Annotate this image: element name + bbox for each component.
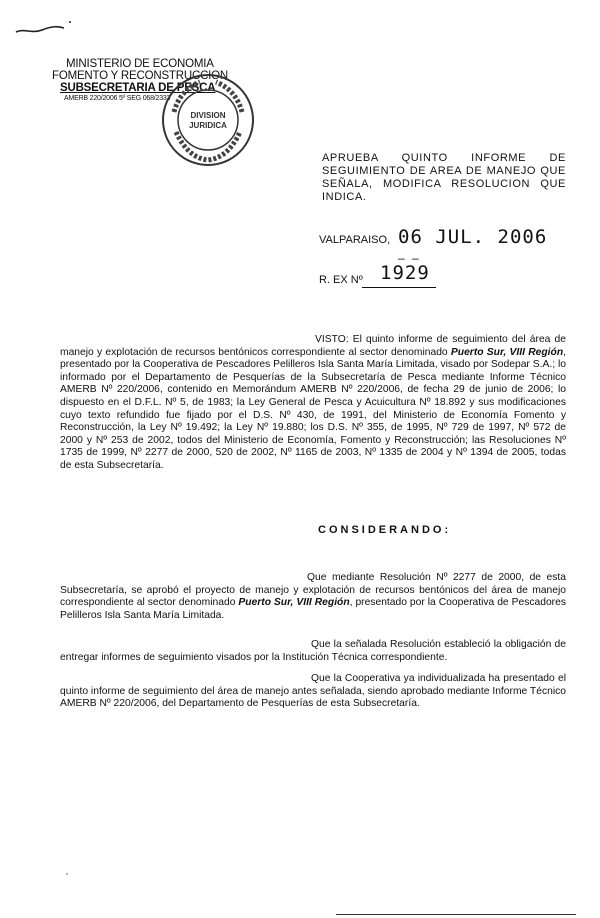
signature-line xyxy=(336,914,576,915)
sector-name: Puerto Sur, VIII Región xyxy=(238,597,350,609)
resolution-number-underline xyxy=(362,287,436,288)
title-line: SEGUIMIENTO DE AREA DE MANEJO QUE xyxy=(322,165,566,177)
official-seal-stamp xyxy=(160,72,256,168)
date-dash-mark: – – xyxy=(398,251,421,265)
margin-mark: ʼ xyxy=(66,872,68,882)
sector-name: Puerto Sur, VIII Región xyxy=(450,346,564,358)
considerando-text: Que la señalada Resolución estableció la obligación de entregar informes de seguimiento visados por la Institución Técnica correspondiente. xyxy=(60,639,566,663)
resolution-number: 1929 xyxy=(380,262,430,284)
ministry-subname: FOMENTO Y RECONSTRUCCION xyxy=(52,70,229,82)
scribble-mark xyxy=(14,16,74,40)
considerando-text: , presentado por la Cooperativa de Pescadores Pelilleros Isla Santa María Limitada. xyxy=(60,597,566,621)
stamped-date: 06 JUL. 2006 xyxy=(398,226,548,248)
resolution-number-label: R. EX Nº xyxy=(319,274,363,286)
considerando-text: Que mediante Resolución Nº 2277 de 2000, de esta Subsecretaría, se aprobó el proyecto de manejo y explotación de recursos bentónicos del área de manejo correspondiente al sector denominado xyxy=(60,572,566,609)
visto-paragraph xyxy=(60,334,566,473)
title-line: SEÑALA, MODIFICA RESOLUCION QUE xyxy=(322,178,566,190)
considerando-text: Que la Cooperativa ya individualizada ha presentado el quinto informe de seguimiento del área de manejo antes señalada, siendo aprobado mediante Informe Técnico AMERB Nº 220/2006, del Departamento de Pesquerías de esta Subsecretaría. xyxy=(60,673,566,710)
considerando-paragraph-2 xyxy=(60,639,566,664)
resolution-title xyxy=(322,152,566,204)
title-line: INDICA. xyxy=(322,191,367,203)
visto-lead: VISTO: xyxy=(315,334,349,345)
ministry-name: MINISTERIO DE ECONOMIA xyxy=(66,58,214,70)
considerando-heading: CONSIDERANDO: xyxy=(318,524,452,536)
svg-text:JURIDICA: JURIDICA xyxy=(189,121,227,130)
considerando-paragraph-1 xyxy=(60,572,566,622)
visto-text: El quinto informe de seguimiento del área de manejo y explotación de recursos bentónicos correspondiente al sector denominado xyxy=(60,334,566,358)
title-line: APRUEBA QUINTO INFORME DE xyxy=(322,152,566,164)
svg-text:DIVISION: DIVISION xyxy=(190,111,226,120)
document-reference: AMERB 220/2006 5º SEG 068/2333 xyxy=(64,95,171,102)
visto-text: , presentado por la Cooperativa de Pescadores Pelilleros Isla Santa María Limitada, visado por Sodepar S.A.; lo informado por el Departamento de Pesquerías de la Subsecretaría de Pesca mediante Informe Técnico AMERB Nº 220/2006, contenido en Memorándum AMERB Nº 220/2006, de fecha 29 de junio de 2006; lo dispuesto en el D.F.L. Nº 5, de 1983; la Ley General de Pesca y Acuicultura Nº 18.892 y sus modificaciones cuyo texto refundido fue fijado por el D.S. Nº 430, de 1991, del Ministerio de Economía Fomento y Reconstrucción, la Ley Nº 19.492; la Ley Nº 19.880; los D.S. Nº 355, de 1995, Nº 729 de 1997, Nº 572 de 2000 y Nº 253 de 2002, todos del Ministerio de Economía, Fomento y Reconstrucción; las Resoluciones Nº 1735 de 1999, Nº 2277 de 2000, 520 de 2002, Nº 1165 de 2003, Nº 1335 de 2004 y Nº 1394 de 2005, todas de esta Subsecretaría. xyxy=(60,346,566,471)
considerando-paragraph-3 xyxy=(60,673,566,711)
place-label: VALPARAISO, xyxy=(319,234,391,246)
subsecretaria-name: SUBSECRETARIA DE PESCA xyxy=(60,82,216,94)
